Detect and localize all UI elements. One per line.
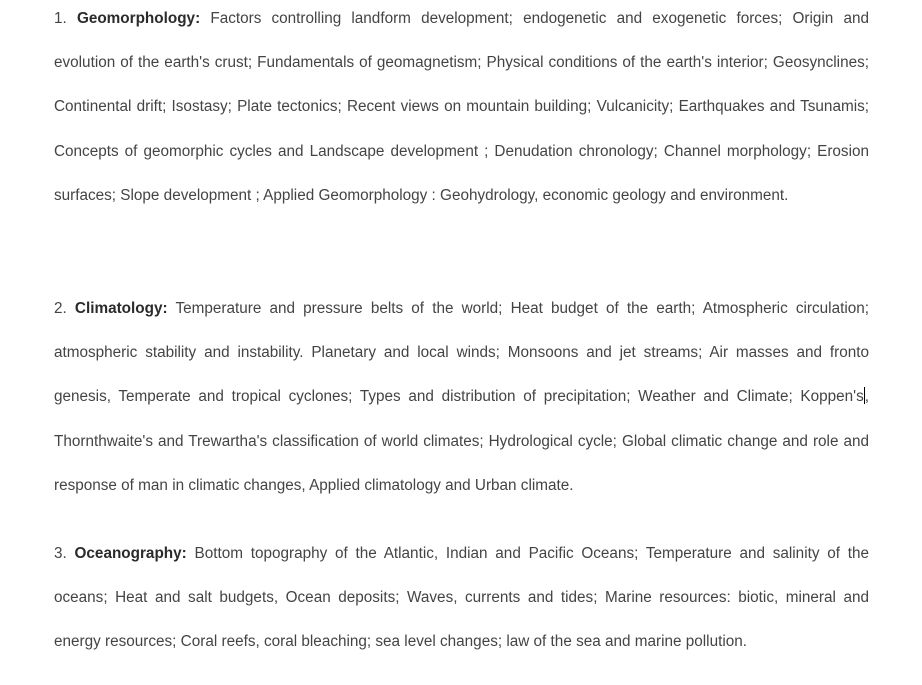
section-heading: Geomorphology: [76, 10, 201, 27]
section-oceanography[interactable] [54, 532, 869, 665]
section-body-part-1: Temperature and pressure belts of the world; Heat budget of the earth; Atmospheric circulation; atmospheric stability and instability. Planetary and local winds; Monsoons and jet streams; Air masses and fronto genesis, Temperate and tropical cyclones; Types and distribution of precipitation; Weather and Climate; Koppen's [54, 300, 870, 406]
section-body: Bottom topography of the Atlantic, Indian and Pacific Oceans; Temperature and salinity of the oceans; Heat and salt budgets, Ocean deposits; Waves, currents and tides; Marine resources: biotic, mineral and energy resources; Coral reefs, coral bleaching; sea level changes; law of the sea and marine pollution. [54, 545, 870, 651]
section-climatology[interactable] [54, 287, 869, 508]
section-body-part-2: , Thornthwaite's and Trewartha's classification of world climates; Hydrological cycle; Global climatic change and role and response of man in climatic changes, Applied climatology and Urban climate. [54, 388, 869, 494]
section-number: 2. [54, 300, 67, 317]
section-geomorphology[interactable] [54, 0, 869, 218]
section-number: 1. [54, 10, 67, 27]
section-number: 3. [54, 545, 67, 562]
section-body: Factors controlling landform development; endogenetic and exogenetic forces; Origin and evolution of the earth's crust; Fundamentals of geomagnetism; Physical conditions of the earth's interior; Geosynclines; Continental drift; Isostasy; Plate tectonics; Recent views on mountain building; Vulcanicity; Earthquakes and Tsunamis; Concepts of geomorphic cycles and Landscape development ; Denudation chronology; Channel morphology; Erosion surfaces; Slope development ; Applied Geomorphology : Geohydrology, economic geology and environment. [54, 10, 870, 204]
section-heading: Climatology: [74, 300, 168, 317]
section-heading: Oceanography: [74, 545, 187, 562]
